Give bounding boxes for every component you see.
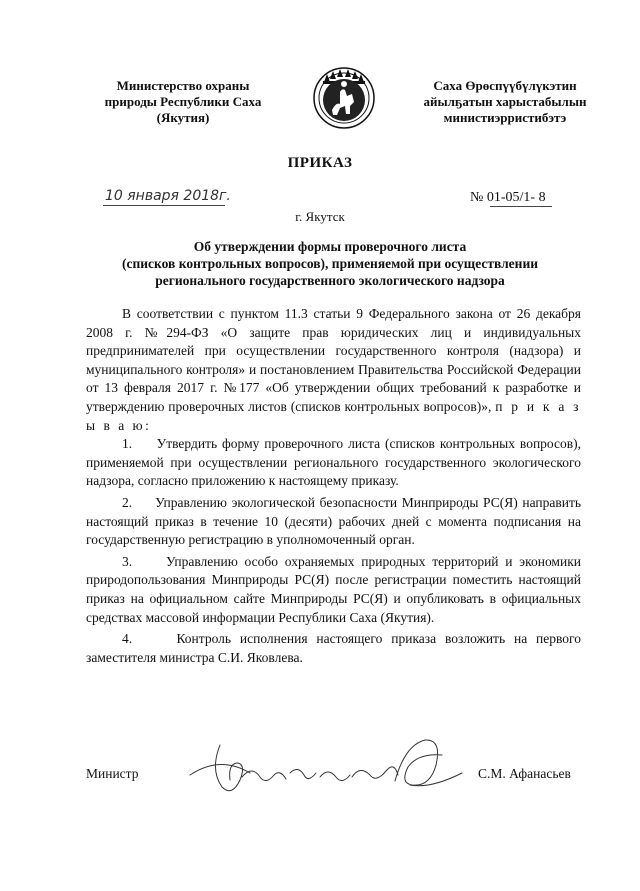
subject-line: (списков контрольных вопросов), применяемой при осуществлении — [122, 256, 538, 271]
number-underline — [490, 206, 552, 207]
header-left-line: (Якутия) — [156, 110, 210, 125]
header-left-line: природы Республики Саха — [104, 94, 262, 109]
order-item: 3. Управлению особо охраняемых природных территорий и экономики природопользования Минприроды РС(Я) после регистрации поместить настоящий приказ на официальном сайте Минприроды РС(Я) и опубликовать в официальных средствах массовой информации Республики Саха (Якутия). — [86, 553, 581, 625]
header-left-line: Министерство охраны — [116, 78, 250, 93]
order-body — [86, 305, 581, 667]
order-keyword: п р и к а з ы в а ю: — [86, 398, 581, 433]
order-item: 1. Утвердить форму проверочного листа (списков контрольных вопросов), применяемой при осуществлении регионального государственного экологического надзора, согласно приложению к настоящему приказу. — [86, 436, 581, 489]
document-number: № 01-05/1- 8 — [470, 190, 546, 205]
date-underline — [103, 205, 225, 206]
header-right-line: Саха Өрөспүүбүлүкэтин — [433, 78, 577, 93]
order-item: 2. Управлению экологической безопасности Минприроды РС(Я) направить настоящий приказ в течение 10 (десяти) рабочих дней с момента подписания на государственную регистрацию в уполномоченный орган. — [86, 494, 581, 548]
ministry-name-yakut — [405, 78, 605, 126]
city-name: г. Якутск — [295, 209, 345, 224]
subject-line: регионального государственного экологического надзора — [155, 273, 505, 288]
coat-of-arms-emblem — [310, 62, 378, 130]
subject-line: Об утверждении формы проверочного листа — [193, 239, 467, 254]
order-item: 4. Контроль исполнения настоящего приказа возложить на первого заместителя министра С.И. Яковлева. — [86, 631, 581, 665]
handwritten-signature — [180, 725, 470, 815]
ministry-name-russian — [88, 78, 278, 126]
document-title: ПРИКАЗ — [287, 155, 353, 171]
preamble-text: В соответствии с пунктом 11.3 статьи 9 Федерального закона от 26 декабря 2008 г. №294-ФЗ «О защите прав юридических лиц и индивидуальных предпринимателей при осуществлении государственного контроля (надзора) и муниципального контроля» и постановлением Правительства Российской Федерации от 13 февраля 2017 г. №177 «Об утверждении общих требований к разработке и утверждению проверочных листов (списков контрольных вопросов)», — [86, 306, 581, 414]
signatory-position: Министр — [86, 766, 139, 781]
order-subject — [90, 238, 570, 289]
header-right-line: министиэрристибэтэ — [443, 110, 567, 125]
preamble-paragraph — [86, 305, 581, 435]
signatory-name: С.М. Афанасьев — [478, 766, 571, 781]
header-right-line: айылҕатын харыстабылын — [423, 94, 587, 109]
document-date: 10 января 2018г. — [105, 188, 231, 204]
